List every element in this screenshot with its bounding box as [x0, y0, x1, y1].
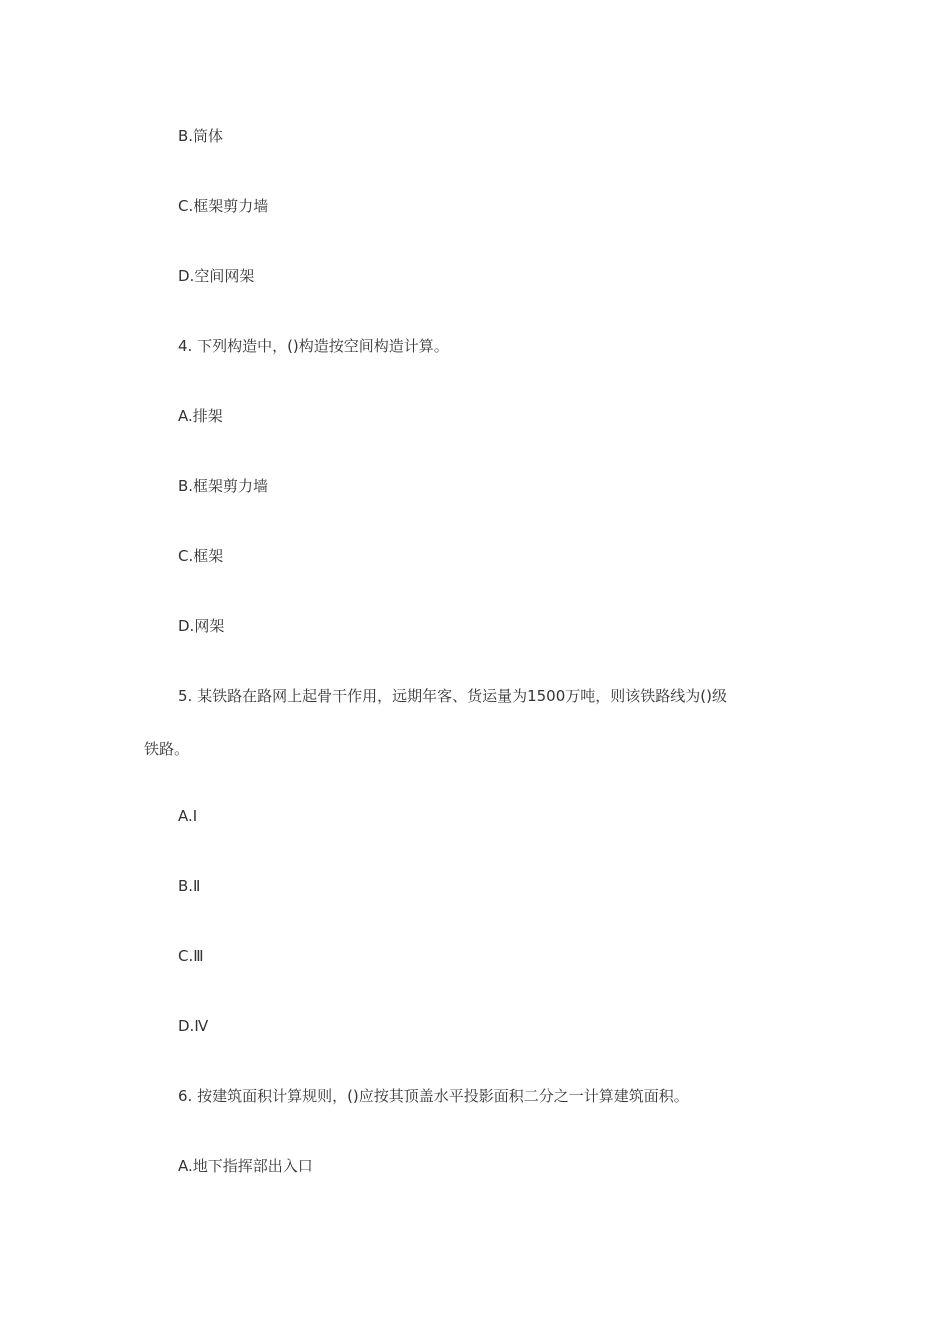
- question-4: 4. 下列构造中，()构造按空间构造计算。: [178, 337, 449, 355]
- question-5-line-1: 5. 某铁路在路网上起骨干作用，远期年客、货运量为1500万吨，则该铁路线为()级: [178, 687, 727, 705]
- option-d-q5: D.Ⅳ: [178, 1017, 209, 1035]
- option-a-q5: A.Ⅰ: [178, 807, 198, 825]
- option-b-q3: B.筒体: [178, 127, 224, 145]
- option-b-q4: B.框架剪力墙: [178, 477, 269, 495]
- option-d-q3: D.空间网架: [178, 267, 255, 285]
- question-6: 6. 按建筑面积计算规则，()应按其顶盖水平投影面积二分之一计算建筑面积。: [178, 1087, 689, 1105]
- option-b-q5: B.Ⅱ: [178, 877, 201, 895]
- option-c-q5: C.Ⅲ: [178, 947, 204, 965]
- question-5-line-2: 铁路。: [144, 740, 190, 758]
- option-a-q6: A.地下指挥部出入口: [178, 1157, 313, 1175]
- option-d-q4: D.网架: [178, 617, 225, 635]
- option-a-q4: A.排架: [178, 407, 223, 425]
- option-c-q4: C.框架: [178, 547, 224, 565]
- option-c-q3: C.框架剪力墙: [178, 197, 269, 215]
